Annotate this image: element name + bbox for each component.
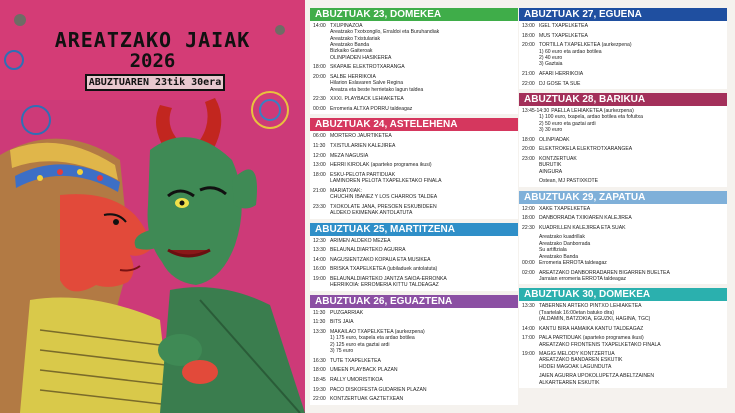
event-text: Bizkaiko Gaiteroak [330, 48, 373, 55]
day-events [519, 106, 727, 187]
event-text: IGEL TXAPELKETEA [539, 23, 588, 29]
event-time: 18:00 [313, 367, 326, 374]
event-text: TUTE TXAPELKETEA [330, 357, 381, 364]
event-text: ARIMEN ALDEKO MEZEA [330, 237, 391, 244]
event-time: 19:00 [313, 276, 326, 283]
event-text: RALLY UMORISTIKOA [330, 377, 383, 384]
event-time: 06:00 [313, 133, 326, 140]
poster-dates: ABUZTUAREN 23tik 30era [85, 74, 225, 91]
event-time [522, 316, 539, 322]
event-time [313, 210, 330, 216]
event-time: 18:00 [522, 215, 535, 222]
day-block [519, 191, 727, 285]
event-time [522, 276, 539, 282]
event-row [522, 146, 724, 152]
day-block [519, 93, 727, 187]
event-row [522, 276, 724, 282]
event-row [522, 225, 724, 231]
poster-title: AREATZAKO JAIAK [54, 28, 251, 52]
event-time: 23:00 [522, 155, 535, 162]
event-text: KONTZERTUAK [539, 155, 577, 162]
event-time [313, 194, 330, 200]
event-time: 14:00 [313, 256, 326, 263]
event-time: 13:00 [522, 23, 535, 29]
event-text: MAKAILAO TXAPELKETEA (aurkezpena) [330, 329, 425, 336]
event-row [522, 127, 724, 133]
event-row [313, 367, 515, 373]
event-time: 19:00 [522, 351, 535, 358]
day-header: ABUZTUAK 30, DOMEKEA [519, 288, 727, 301]
event-time [522, 169, 539, 175]
day-header: ABUZTUAK 29, ZAPATUA [519, 191, 727, 204]
event-text: SKAPAIE ELEKTROTXARANGA [330, 64, 405, 71]
day-block [310, 118, 518, 218]
event-text: Ostean, MJ PASTIXKOTE [539, 178, 599, 185]
event-row [522, 260, 724, 266]
day-header: ABUZTUAK 25, MARTITZENA [310, 223, 518, 236]
event-time: 22:30 [522, 224, 535, 231]
event-text: PUZGARRIAK [330, 309, 364, 316]
event-text: PACO DISKOFESTA GUDARIEN PLAZAN [330, 386, 427, 393]
event-text: Areatzako Txistulariak [330, 35, 381, 42]
event-text: 3) 30 euro [539, 126, 563, 133]
event-row [522, 215, 724, 221]
event-row [313, 106, 515, 112]
event-row [313, 87, 515, 93]
event-row [313, 133, 515, 139]
event-text: KUADRILLEN KALEJIREA ETA SUAK [539, 224, 626, 231]
festival-poster [0, 0, 305, 413]
event-time: 14:00 [313, 23, 326, 29]
event-text: Erromeria ERROTA taldeagaz [539, 259, 607, 266]
event-text: HERRI KIROLAK (aparteko programea ikusi) [330, 162, 432, 169]
event-time: 14:00 [522, 325, 535, 332]
event-text: DANBORRADA TXIKIAREN KALEJIREA [539, 215, 632, 222]
event-text: KONTZERTUAK GAZTETXEAN [330, 396, 404, 403]
day-events [310, 308, 518, 405]
event-text: AFARI HERRIKOIA [539, 70, 584, 77]
event-text: AREATZAKO FRONTENIS TXAPELKETAKO FINALA [539, 341, 661, 348]
event-text: Areatza eta beste herrietako lagun taldea [330, 86, 424, 93]
event-row [522, 316, 724, 322]
day-events [310, 131, 518, 218]
event-row [522, 342, 724, 348]
event-time: 00:00 [313, 105, 326, 112]
event-time: 22:30 [313, 96, 326, 103]
event-row [313, 162, 515, 168]
event-text: ESKU-PELOTA PARTIDUAK [330, 171, 396, 178]
event-text: TXISTULARIEN KALEJIREA [330, 142, 396, 149]
event-text: MEZA NAGUSIA [330, 152, 369, 159]
event-time: 11:30 [313, 142, 326, 149]
event-text: KANTU BIRA HAMAIKA KANTU TALDEAGAZ [539, 325, 644, 332]
event-text: OLINPIADAK [539, 136, 570, 143]
event-row [313, 96, 515, 102]
event-text: JAIEN AGURRA UPOKOLUPETZA ABELTZAINEN [539, 373, 655, 380]
event-time: 19:30 [313, 386, 326, 393]
event-row [522, 364, 724, 370]
event-time: 13:30 [313, 247, 326, 254]
event-text: MUS TXAPELKETEA [539, 32, 588, 39]
event-time: 02:00 [522, 269, 535, 276]
day-block [519, 288, 727, 388]
event-row [313, 310, 515, 316]
day-events [519, 301, 727, 388]
event-text: 3) Gaztaia [539, 61, 563, 68]
event-time [522, 61, 539, 67]
event-time [522, 342, 539, 348]
event-text: BELAUNALDIARTEKO JANTZA SAIOA-ERRONKA [330, 276, 447, 283]
event-text: Areatzako Banda [330, 42, 370, 49]
event-time [313, 87, 330, 93]
event-time: 12:00 [522, 205, 535, 212]
event-text: 2) 125 euro eta gaztai ardi [330, 341, 390, 348]
day-header: ABUZTUAK 24, ASTELEHENA [310, 118, 518, 131]
event-time: 18:00 [313, 171, 326, 178]
event-row [313, 257, 515, 263]
event-text: SALBE HERRIKOIA [330, 74, 376, 80]
event-row [313, 282, 515, 288]
event-time: 17:00 [522, 335, 535, 342]
event-time [313, 348, 330, 354]
event-text: PALA PARTIDUAK (aparteko programea ikusi) [539, 335, 644, 342]
event-text: (Txartelak 16:00etan batuko dira) [539, 309, 615, 316]
event-text: MORTERO JAURTIKETEA [330, 133, 392, 140]
event-text: AREATZAKO DANBORRADAREN BIGARREN BUELTEA [539, 269, 670, 276]
event-time: 23:30 [313, 203, 326, 210]
day-header: ABUZTUAK 27, EGUENA [519, 8, 727, 21]
event-row [313, 64, 515, 70]
event-text: Jarraian erromeria ERROTA taldeagaz [539, 275, 627, 282]
event-row [313, 266, 515, 272]
event-time: 21:00 [313, 187, 326, 194]
event-text: (ALDAMIN, BATZOKIA, EGUZKI, HAGINA, TGC) [539, 315, 651, 322]
event-time: 11:30 [313, 319, 326, 326]
event-time: 18:45 [313, 377, 326, 384]
poster-year: 2026 [129, 50, 176, 72]
event-text: Erromeria ALTXA PORRU taldeagaz [330, 105, 413, 112]
event-row [522, 326, 724, 332]
event-row [313, 396, 515, 402]
event-text: UMEEN PLAYBACK PLAZAN [330, 367, 398, 374]
day-events [310, 236, 518, 291]
event-text: BELAUNALDIARTEKO AGURRA [330, 247, 406, 254]
day-block [310, 223, 518, 291]
event-time [522, 178, 539, 184]
event-text: ALDEKO EKIMENAK ANTOLATUTA [330, 210, 413, 217]
day-header: ABUZTUAK 28, BARIKUA [519, 93, 727, 106]
event-time [313, 178, 330, 184]
event-time: 22:00 [522, 80, 535, 87]
event-time: 16:00 [313, 266, 326, 273]
event-row [313, 55, 515, 61]
event-time: 12:30 [313, 237, 326, 244]
event-text: Hilarion Eslavaren Salve Regina [330, 80, 404, 87]
day-block [310, 295, 518, 405]
event-row [313, 247, 515, 253]
event-text: OLINPIADEN HASIKEREA [330, 54, 392, 61]
day-events [519, 204, 727, 285]
event-row [313, 178, 515, 184]
event-time: 13:00 [313, 162, 326, 169]
event-time [313, 55, 330, 61]
event-text: Areatzako Banda [539, 253, 579, 260]
event-text: CHUCHIN IBAÑEZ Y LOS CHARROS TALDEA [330, 194, 438, 201]
event-row [313, 238, 515, 244]
event-text: ALKARTEAREN ESKUTIK [539, 379, 600, 386]
event-text: 2) 50 euro eta gaztai ardi [539, 120, 596, 127]
event-row [313, 387, 515, 393]
event-time: 18:00 [522, 32, 535, 39]
event-text: Su artifiziala [539, 247, 567, 254]
event-text: Areatzako Danborrada [539, 240, 591, 247]
event-row [522, 169, 724, 175]
event-text: BITS JAIA [330, 319, 354, 326]
schedule-column-left [310, 8, 518, 409]
day-events [519, 21, 727, 89]
event-time [522, 364, 539, 370]
event-text: DJ GOSE TA SUE [539, 80, 581, 87]
event-time: 20:00 [522, 146, 535, 153]
event-row [522, 61, 724, 67]
event-text: 1) 100 euro, txapela, ardao botilea eta fofuitxa [539, 114, 643, 121]
event-text: TABERNEN ARTEKO PINTXO LEHIAKETEA [539, 303, 642, 310]
event-row [522, 206, 724, 212]
event-time: 20:00 [522, 42, 535, 49]
event-row [522, 380, 724, 386]
event-text: HERRIKOIA: ERROMERIA KITTU TALDEAGAZ [330, 282, 439, 289]
day-header: ABUZTUAK 23, DOMEKEA [310, 8, 518, 21]
event-row [313, 319, 515, 325]
event-text: 3) 75 euro [330, 348, 354, 355]
event-row [313, 210, 515, 216]
event-time [313, 282, 330, 288]
event-text: Areatzako kuadrillak [539, 234, 585, 241]
day-block [519, 8, 727, 89]
event-text: 1) 60 euro eta ardao botilea [539, 48, 602, 55]
event-text: BRISKA TXAPELKETEA (jubiladuek antolatuta) [330, 266, 438, 273]
event-row [313, 358, 515, 364]
event-time: 11:30 [313, 309, 326, 316]
event-time: 13:30 [313, 329, 326, 336]
event-row [313, 348, 515, 354]
event-text: TXOKOLATE JANA, PRESOEN ESKUBIDEEN [330, 203, 437, 210]
event-time: 18:00 [313, 64, 326, 71]
event-text: LAMINOREN PELOTA TXAPELKETAKO FINALA [330, 178, 442, 185]
event-row [522, 71, 724, 77]
event-text: XAKE TXAPELKETEA [539, 205, 591, 212]
event-text: 1) 175 euro, txapela eta ardao botilea [330, 335, 415, 342]
event-row [522, 178, 724, 184]
event-text: AREATZAKO BANDAREN ESKUTIK [539, 357, 623, 364]
event-text: 2) 40 euro [539, 54, 563, 61]
event-time: 18:00 [522, 136, 535, 143]
event-text: NAGUSIENTZAKO KOPAUA ETA MUSIKEA [330, 256, 431, 263]
event-time: 12:00 [313, 152, 326, 159]
event-row [313, 194, 515, 200]
event-text: Areatzako Txotxongilo, Erraldoi eta Buruhandiak [330, 29, 440, 36]
day-block [310, 8, 518, 114]
schedule-column-right [519, 8, 727, 392]
event-text: AINGURA [539, 168, 563, 175]
day-header: ABUZTUAK 26, EGUAZTENA [310, 295, 518, 308]
day-events [310, 21, 518, 114]
event-row [522, 137, 724, 143]
event-time: 13:45-14:30 [522, 107, 550, 114]
event-row [522, 33, 724, 39]
event-time: 16:30 [313, 357, 326, 364]
event-row [522, 23, 724, 29]
event-text: PAELLA LEHIAKETEA (aurkezpena) [551, 107, 634, 114]
event-text: HODEI MAGOAK LAGUNDUTA [539, 363, 612, 370]
event-text: TORTILLA TXAPELKETEA (aurkezpena) [539, 42, 632, 49]
event-time [522, 380, 539, 386]
event-row [313, 377, 515, 383]
event-time: 21:00 [522, 70, 535, 77]
event-row [522, 81, 724, 87]
event-row [313, 143, 515, 149]
event-text: ELEKTROKELA ELEKTROTXARANGEA [539, 146, 633, 153]
event-text: BURUTIK [539, 162, 562, 169]
event-text: TXUPINAZOA [330, 23, 363, 29]
event-text: MARIATXIAK: [330, 187, 362, 194]
event-time: 20:00 [313, 74, 326, 80]
event-time: 00:00 [522, 259, 535, 266]
event-time [522, 127, 539, 133]
event-row [313, 153, 515, 159]
event-text: MAGIG MELODY KONTZERTUA [539, 351, 615, 358]
event-time: 22:00 [313, 396, 326, 403]
event-text: XXXI. PLAYBACK LEHIAKETEA [330, 96, 404, 103]
event-time: 13:30 [522, 303, 535, 310]
